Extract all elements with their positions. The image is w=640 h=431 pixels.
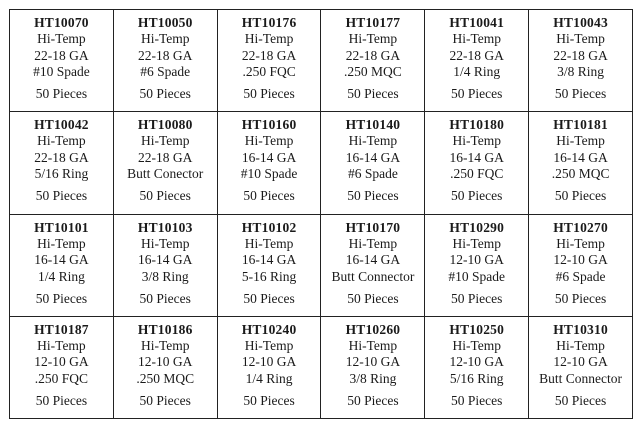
temperature-rating: Hi-Temp <box>452 31 501 46</box>
terminal-type: 1/4 Ring <box>245 370 293 386</box>
product-cell <box>321 10 425 112</box>
terminal-type: .250 FQC <box>34 370 89 386</box>
temperature-rating: Hi-Temp <box>556 31 605 46</box>
piece-count: 50 Pieces <box>554 86 607 101</box>
piece-count: 50 Pieces <box>554 188 607 204</box>
temperature-rating: Hi-Temp <box>37 337 86 353</box>
product-card <box>321 10 424 106</box>
product-cell <box>425 214 529 316</box>
wire-gauge: 22-18 GA <box>34 149 89 165</box>
product-card <box>10 317 113 413</box>
product-cell <box>113 316 217 418</box>
terminal-type: #10 Spade <box>240 166 298 182</box>
product-card <box>218 10 321 106</box>
product-cell <box>113 214 217 316</box>
wire-gauge: 16-14 GA <box>345 149 401 165</box>
product-card <box>10 112 113 208</box>
piece-count: 50 Pieces <box>554 290 607 306</box>
product-card <box>529 317 632 413</box>
piece-count: 50 Pieces <box>451 188 503 204</box>
part-number: HT10160 <box>241 117 297 133</box>
piece-count: 50 Pieces <box>35 188 88 204</box>
wire-gauge: 12-10 GA <box>345 354 401 370</box>
product-card <box>218 112 321 208</box>
part-number: HT10181 <box>553 117 608 133</box>
product-cell <box>217 316 321 418</box>
temperature-rating: Hi-Temp <box>244 235 294 251</box>
temperature-rating: Hi-Temp <box>556 133 605 149</box>
product-card <box>425 112 528 208</box>
terminal-type: 5/16 Ring <box>449 370 504 386</box>
part-number: HT10187 <box>34 321 89 337</box>
terminal-type: 3/8 Ring <box>557 64 605 79</box>
product-card <box>114 215 217 311</box>
product-cell <box>217 10 321 112</box>
terminal-type: Butt Conector <box>127 166 204 182</box>
part-number: HT10080 <box>137 117 193 133</box>
wire-gauge: 22-18 GA <box>345 47 401 63</box>
wire-gauge: 16-14 GA <box>449 149 504 165</box>
terminal-type: #10 Spade <box>448 268 506 284</box>
temperature-rating: Hi-Temp <box>140 133 190 149</box>
temperature-rating: Hi-Temp <box>140 337 190 353</box>
terminal-kit-table-body <box>10 10 633 419</box>
temperature-rating: Hi-Temp <box>556 235 605 251</box>
wire-gauge: 12-10 GA <box>138 354 193 370</box>
temperature-rating: Hi-Temp <box>37 133 86 149</box>
product-cell <box>321 316 425 418</box>
product-card <box>218 317 321 413</box>
piece-count: 50 Pieces <box>35 290 88 306</box>
wire-gauge: 12-10 GA <box>241 354 297 370</box>
wire-gauge: 16-14 GA <box>34 252 89 267</box>
wire-gauge: 22-18 GA <box>553 47 608 63</box>
temperature-rating: Hi-Temp <box>244 337 294 353</box>
temperature-rating: Hi-Temp <box>452 337 501 353</box>
terminal-type: #6 Spade <box>347 166 398 182</box>
part-number: HT10140 <box>345 117 401 133</box>
wire-gauge: 22-18 GA <box>138 47 193 63</box>
part-number: HT10050 <box>137 15 193 30</box>
wire-gauge: 12-10 GA <box>449 354 504 370</box>
product-cell <box>217 214 321 316</box>
product-cell <box>321 112 425 214</box>
table-row <box>10 214 633 316</box>
part-number: HT10041 <box>449 15 505 30</box>
part-number: HT10103 <box>137 219 193 235</box>
piece-count: 50 Pieces <box>139 86 191 101</box>
terminal-type: 5/16 Ring <box>34 166 89 182</box>
terminal-type: .250 MQC <box>136 370 195 386</box>
product-card <box>218 215 321 311</box>
product-card <box>10 215 113 311</box>
wire-gauge: 22-18 GA <box>138 149 193 165</box>
piece-count: 50 Pieces <box>554 392 607 408</box>
terminal-type: 3/8 Ring <box>141 268 189 284</box>
terminal-type: .250 FQC <box>450 166 504 182</box>
part-number: HT10240 <box>241 321 297 337</box>
product-cell <box>425 10 529 112</box>
table-row <box>10 10 633 112</box>
product-cell <box>217 112 321 214</box>
product-card <box>321 215 424 311</box>
terminal-type: Butt Connector <box>539 370 622 386</box>
part-number: HT10070 <box>34 15 89 30</box>
temperature-rating: Hi-Temp <box>452 133 501 149</box>
wire-gauge: 12-10 GA <box>449 252 504 267</box>
terminal-type: #6 Spade <box>140 64 191 79</box>
part-number: HT10290 <box>449 219 505 235</box>
table-row <box>10 112 633 214</box>
wire-gauge: 16-14 GA <box>345 252 401 267</box>
piece-count: 50 Pieces <box>243 392 295 408</box>
product-cell <box>425 112 529 214</box>
piece-count: 50 Pieces <box>347 392 399 408</box>
temperature-rating: Hi-Temp <box>348 133 398 149</box>
wire-gauge: 12-10 GA <box>553 354 608 370</box>
part-number: HT10250 <box>449 321 505 337</box>
terminal-type: .250 FQC <box>242 64 296 79</box>
product-card <box>529 215 632 311</box>
wire-gauge: 22-18 GA <box>241 47 297 63</box>
product-cell <box>321 214 425 316</box>
product-card <box>114 317 217 413</box>
temperature-rating: Hi-Temp <box>140 235 190 251</box>
terminal-type: 1/4 Ring <box>37 268 85 284</box>
product-cell <box>529 112 633 214</box>
part-number: HT10170 <box>345 219 401 235</box>
product-card <box>10 10 113 106</box>
product-card <box>321 317 424 413</box>
piece-count: 50 Pieces <box>35 86 88 101</box>
temperature-rating: Hi-Temp <box>244 133 294 149</box>
wire-gauge: 22-18 GA <box>34 47 89 63</box>
part-number: HT10180 <box>449 117 505 133</box>
temperature-rating: Hi-Temp <box>348 337 398 353</box>
product-cell <box>113 112 217 214</box>
terminal-type: 5-16 Ring <box>241 268 297 284</box>
piece-count: 50 Pieces <box>347 290 399 306</box>
part-number: HT10102 <box>241 219 297 235</box>
piece-count: 50 Pieces <box>243 290 295 306</box>
product-cell <box>10 10 114 112</box>
product-card <box>114 112 217 208</box>
terminal-type: #6 Spade <box>555 268 606 284</box>
piece-count: 50 Pieces <box>451 392 503 408</box>
temperature-rating: Hi-Temp <box>37 31 86 46</box>
part-number: HT10260 <box>345 321 401 337</box>
wire-gauge: 12-10 GA <box>34 354 89 370</box>
terminal-type: .250 MQC <box>344 64 402 79</box>
product-card <box>425 10 528 106</box>
product-cell <box>113 10 217 112</box>
product-card <box>425 215 528 311</box>
temperature-rating: Hi-Temp <box>348 235 398 251</box>
temperature-rating: Hi-Temp <box>556 337 605 353</box>
piece-count: 50 Pieces <box>243 86 295 101</box>
piece-count: 50 Pieces <box>347 188 399 204</box>
temperature-rating: Hi-Temp <box>348 31 398 46</box>
wire-gauge: 22-18 GA <box>449 47 504 63</box>
product-card <box>114 10 217 106</box>
product-cell <box>529 214 633 316</box>
terminal-type: 1/4 Ring <box>453 64 501 79</box>
part-number: HT10101 <box>34 219 89 235</box>
piece-count: 50 Pieces <box>347 86 399 101</box>
wire-gauge: 16-14 GA <box>241 149 297 165</box>
part-number: HT10310 <box>553 321 608 337</box>
temperature-rating: Hi-Temp <box>244 31 294 46</box>
temperature-rating: Hi-Temp <box>140 31 190 46</box>
part-number: HT10270 <box>553 219 608 235</box>
part-number: HT10186 <box>137 321 193 337</box>
product-card <box>529 10 632 106</box>
product-cell <box>10 316 114 418</box>
product-cell <box>529 316 633 418</box>
terminal-kit-table <box>9 9 633 419</box>
product-cell <box>10 112 114 214</box>
piece-count: 50 Pieces <box>139 290 191 306</box>
product-cell <box>529 10 633 112</box>
wire-gauge: 16-14 GA <box>241 252 297 267</box>
piece-count: 50 Pieces <box>451 290 503 306</box>
terminal-type: .250 MQC <box>551 166 610 182</box>
piece-count: 50 Pieces <box>451 86 503 101</box>
part-number: HT10177 <box>345 15 401 30</box>
wire-gauge: 16-14 GA <box>553 149 608 165</box>
temperature-rating: Hi-Temp <box>37 235 86 251</box>
part-number: HT10042 <box>34 117 89 133</box>
wire-gauge: 12-10 GA <box>553 252 608 267</box>
piece-count: 50 Pieces <box>139 188 191 204</box>
product-card <box>529 112 632 208</box>
terminal-type: Butt Connector <box>331 268 415 284</box>
product-cell <box>425 316 529 418</box>
piece-count: 50 Pieces <box>139 392 191 408</box>
part-number: HT10043 <box>553 15 608 30</box>
terminal-type: 3/8 Ring <box>349 370 397 386</box>
product-card <box>425 317 528 413</box>
part-number: HT10176 <box>241 15 297 30</box>
terminal-type: #10 Spade <box>33 64 90 79</box>
piece-count: 50 Pieces <box>35 392 88 408</box>
wire-gauge: 16-14 GA <box>138 252 193 267</box>
temperature-rating: Hi-Temp <box>452 235 501 251</box>
product-cell <box>10 214 114 316</box>
product-card <box>321 112 424 208</box>
piece-count: 50 Pieces <box>243 188 295 204</box>
table-row <box>10 316 633 418</box>
